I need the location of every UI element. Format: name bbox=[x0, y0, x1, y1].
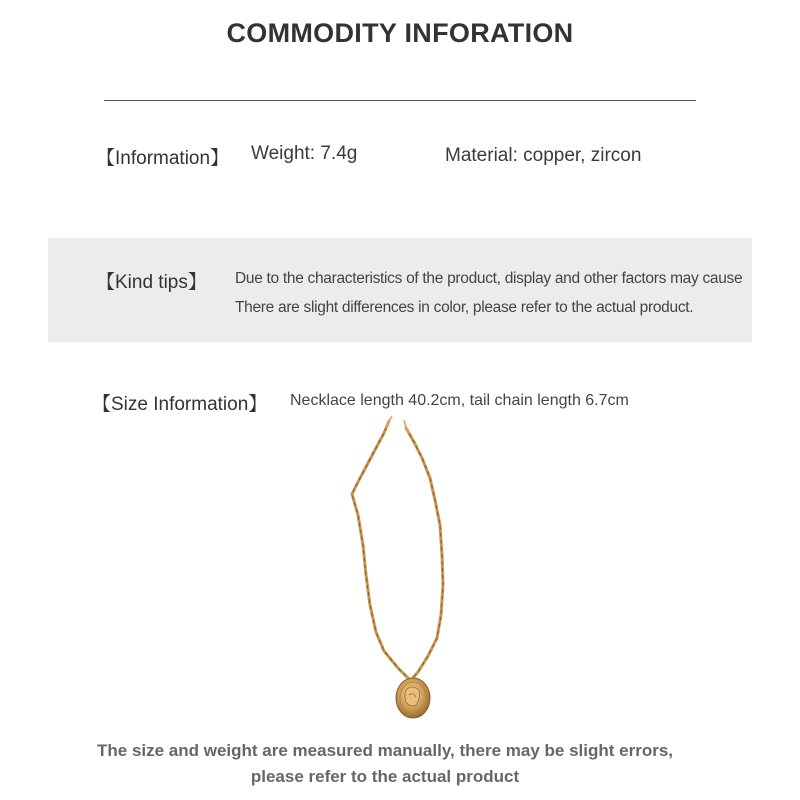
coin-pendant bbox=[396, 678, 430, 718]
necklace-chain bbox=[352, 416, 443, 680]
kind-tips-line-2: There are slight differences in color, please refer to the actual product. bbox=[235, 299, 694, 316]
weight-value: Weight: 7.4g bbox=[251, 143, 358, 164]
page-title: COMMODITY INFORATION bbox=[226, 18, 574, 48]
divider bbox=[104, 100, 696, 101]
information-label: 【Information】 bbox=[96, 148, 230, 169]
size-information-label: 【Size Information】 bbox=[92, 394, 268, 415]
kind-tips-line-1: Due to the characteristics of the product, display and other factors may cause bbox=[235, 270, 743, 287]
necklace-product-image bbox=[330, 410, 470, 730]
footer-note-line-1: The size and weight are measured manually, there may be slight errors, bbox=[97, 741, 673, 760]
size-information-text: Necklace length 40.2cm, tail chain length 6.7cm bbox=[290, 392, 629, 409]
footer-note-line-2: please refer to the actual product bbox=[250, 767, 520, 786]
kind-tips-label: 【Kind tips】 bbox=[96, 272, 207, 293]
material-value: Material: copper, zircon bbox=[445, 145, 642, 166]
